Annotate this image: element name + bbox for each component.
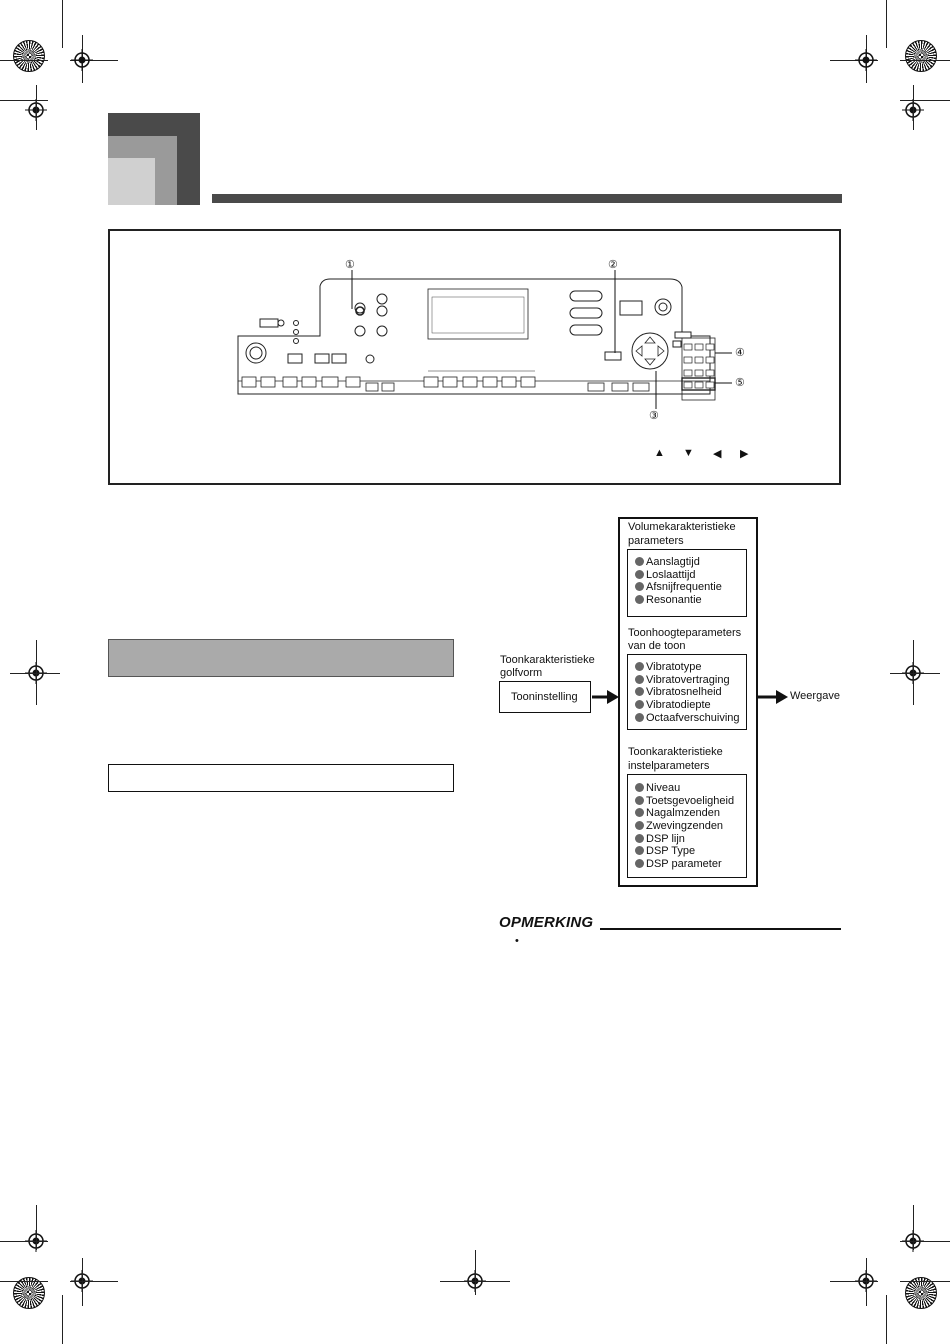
group-3-title-1: Toonkarakteristieke <box>628 746 723 758</box>
list-item: Niveau <box>635 782 746 795</box>
bullet-dot-icon <box>635 582 644 591</box>
arrow-right-icon: ▶ <box>740 448 749 460</box>
list-item: DSP parameter <box>635 858 746 871</box>
arrow-right-icon <box>592 689 619 705</box>
group-2-title-2: van de toon <box>628 640 686 652</box>
bullet-dot-icon <box>635 713 644 722</box>
bullet-dot-icon <box>635 595 644 604</box>
output-label: Weergave <box>790 690 840 702</box>
bullet-dot-icon <box>635 808 644 817</box>
bullet-dot-icon <box>635 783 644 792</box>
list-item: Resonantie <box>635 594 746 607</box>
arrow-right-icon <box>758 689 788 705</box>
subsection-heading-box <box>108 764 454 792</box>
header-block-light <box>108 158 155 205</box>
arrow-up-icon: ▲ <box>654 447 665 459</box>
callout-4: ④ <box>735 347 745 359</box>
note-heading: OPMERKING <box>499 914 594 931</box>
group-3-title-2: instelparameters <box>628 760 710 772</box>
bullet-dot-icon <box>635 570 644 579</box>
note-bullet: • <box>515 935 519 947</box>
group-3-box <box>627 774 747 878</box>
group-1-title-1: Volumekarakteristieke <box>628 521 736 533</box>
list-item: Vibratovertraging <box>635 674 746 687</box>
bullet-dot-icon <box>635 700 644 709</box>
group-2-title-1: Toonhoogteparameters <box>628 627 742 639</box>
keyboard-panel-illustration <box>108 229 841 485</box>
header-rule <box>212 194 842 203</box>
bullet-dot-icon <box>635 821 644 830</box>
source-label-line-1: Toonkarakteristieke <box>500 654 595 666</box>
keyboard-console-drawing <box>110 231 839 483</box>
callout-1: ① <box>345 259 355 271</box>
arrow-left-icon: ◀ <box>713 448 722 460</box>
list-item: Octaafverschuiving <box>635 712 746 725</box>
section-heading-bar <box>108 639 454 677</box>
bullet-dot-icon <box>635 675 644 684</box>
bullet-dot-icon <box>635 662 644 671</box>
source-label-line-2: golfvorm <box>500 667 543 679</box>
registration-mark-icon <box>855 49 877 71</box>
list-item: Vibratosnelheid <box>635 686 746 699</box>
sunburst-mark-icon <box>905 40 937 72</box>
list-item: Aanslagtijd <box>635 556 746 569</box>
bullet-dot-icon <box>635 859 644 868</box>
callout-2: ② <box>608 259 618 271</box>
group-2-box <box>627 654 747 730</box>
list-item: Toetsgevoeligheid <box>635 795 746 808</box>
group-1-title-2: parameters <box>628 535 684 547</box>
list-item: Nagalmzenden <box>635 807 746 820</box>
source-box-label: Tooninstelling <box>511 691 578 703</box>
note-rule <box>600 928 841 930</box>
bullet-dot-icon <box>635 846 644 855</box>
arrow-down-icon: ▼ <box>683 447 694 459</box>
list-item: Zwevingzenden <box>635 820 746 833</box>
bullet-dot-icon <box>635 687 644 696</box>
list-item: DSP lijn <box>635 833 746 846</box>
source-box <box>499 681 591 713</box>
bullet-dot-icon <box>635 796 644 805</box>
list-item: Vibratotype <box>635 661 746 674</box>
callout-5: ⑤ <box>735 377 745 389</box>
bullet-dot-icon <box>635 557 644 566</box>
registration-mark-icon <box>71 49 93 71</box>
bullet-dot-icon <box>635 834 644 843</box>
list-item: DSP Type <box>635 845 746 858</box>
sunburst-mark-icon <box>13 40 45 72</box>
list-item: Vibratodiepte <box>635 699 746 712</box>
list-item: Afsnijfrequentie <box>635 581 746 594</box>
list-item: Loslaattijd <box>635 569 746 582</box>
callout-3: ③ <box>649 410 659 422</box>
group-1-box <box>627 549 747 617</box>
